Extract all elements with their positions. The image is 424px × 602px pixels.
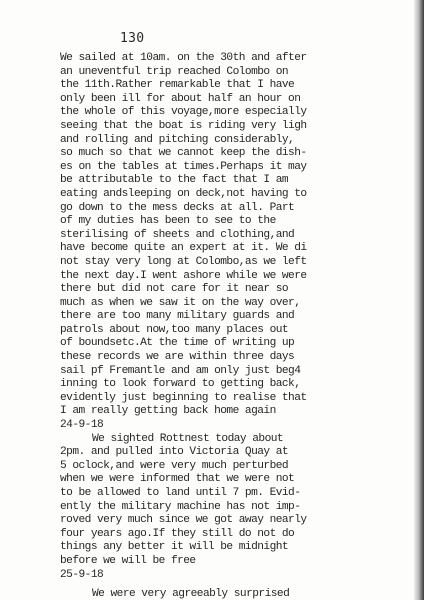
text-line: there are too many military guards and	[60, 310, 295, 323]
text-line: these records we are within three days	[60, 351, 295, 364]
text-line: 5 oclock,and were very much perturbed	[60, 459, 289, 472]
page-number: 130	[120, 31, 145, 46]
text-line: to be allowed to land until 7 pm. Evid-	[60, 487, 301, 499]
text-line: before we will be free	[60, 554, 196, 567]
text-line: only been ill for about half an hour on	[60, 92, 301, 105]
text-line: I am really getting back home again	[60, 405, 276, 418]
text-line: when we were informed that we were not	[60, 473, 295, 486]
text-line: sterilising of sheets and clothing,and	[60, 228, 295, 241]
text-line: be attributable to the fact that I am	[60, 174, 289, 187]
text-line: We sailed at 10am. on the 30th and after	[60, 52, 307, 64]
text-line: eating andsleeping on deck,not having to	[60, 187, 307, 200]
text-line: seeing that the boat is riding very ligh	[60, 119, 307, 132]
text-line: and rolling and pitching considerably,	[60, 133, 295, 146]
text-line: We sighted Rottnest today about	[92, 432, 284, 445]
text-line: four years ago.If they still do not do	[60, 527, 295, 540]
text-line: the 11th.Rather remarkable that I have	[60, 79, 295, 92]
text-line: so much so that we cannot keep the dish-	[60, 147, 307, 160]
text-line: go down to the mess decks at all. Part	[60, 201, 295, 214]
text-line: have become quite an expert at it. We di	[60, 242, 307, 255]
diary-date-line: 25-9-18	[60, 568, 104, 581]
text-line: an uneventful trip reached Colombo on	[60, 65, 289, 78]
text-line: things any better it will be midnight	[60, 541, 289, 554]
text-line: there but did not care for it near so	[60, 283, 289, 296]
text-line: of my duties has been to see to the	[60, 215, 276, 228]
text-line: the whole of this voyage,more especially	[60, 106, 307, 119]
diary-text	[60, 52, 410, 602]
text-line: much as when we saw it on the way over,	[60, 296, 301, 309]
text-line: of boundsetc.At the time of writing up	[60, 337, 295, 350]
text-line: the next day.I went ashore while we were	[60, 269, 307, 282]
text-line: evidently just beginning to realise that	[60, 391, 307, 404]
diary-date-line: 24-9-18	[60, 419, 104, 432]
text-line: 2pm. and pulled into Victoria Quay at	[60, 446, 289, 459]
text-line: sail pf Fremantle and am only just beg4	[60, 364, 301, 377]
text-line: es on the tables at times.Perhaps it may	[60, 160, 307, 173]
text-line: roved very much since we got away nearly	[60, 514, 307, 527]
text-line: We were very agreeably surprised	[92, 588, 290, 601]
text-line: not stay very long at Colombo,as we left	[60, 255, 307, 268]
text-line: ently the military machine has not imp-	[60, 500, 301, 513]
text-line: patrols about now,too many places out	[60, 323, 289, 336]
text-line: inning to look forward to getting back,	[60, 378, 301, 391]
page-edge-shadow	[414, 0, 424, 600]
